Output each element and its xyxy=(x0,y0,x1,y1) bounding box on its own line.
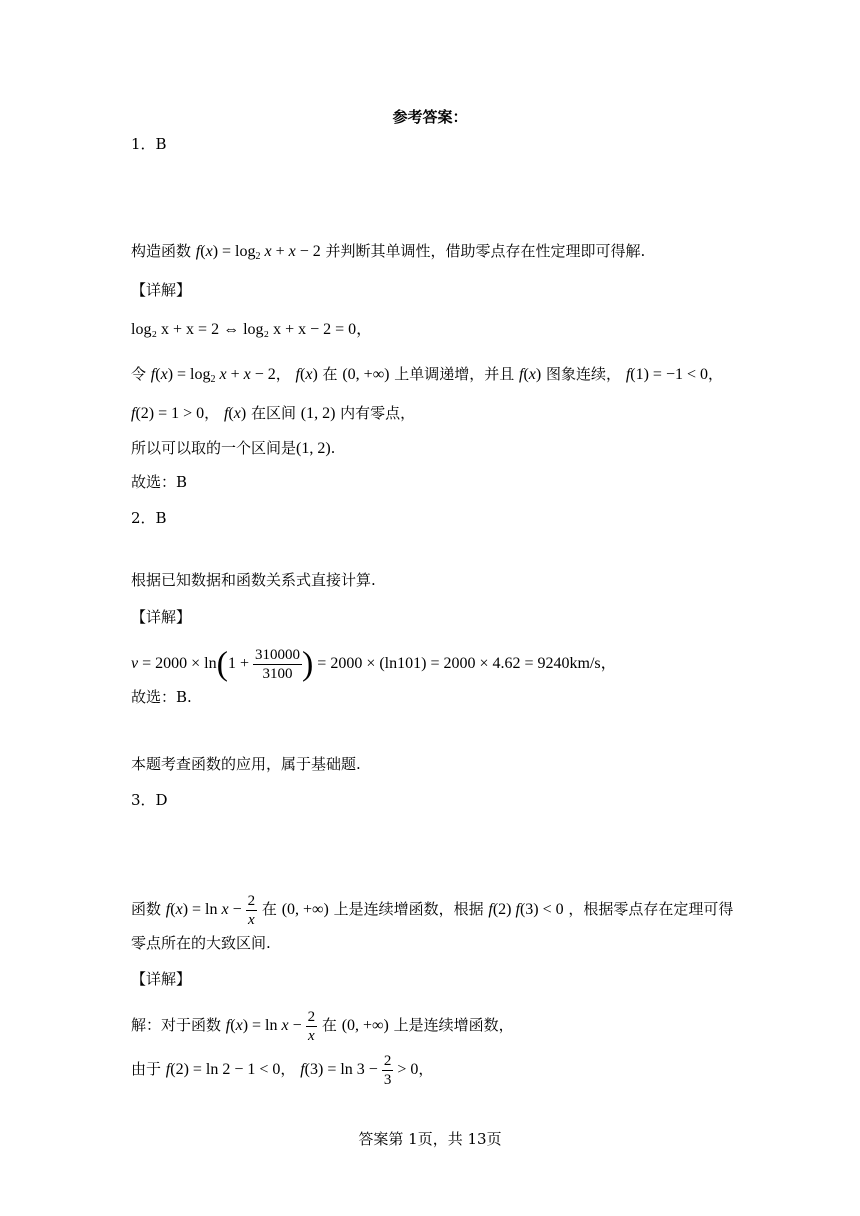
q1-step2-lead: 令 xyxy=(131,365,147,383)
q3-analysis-in: 在 xyxy=(261,900,277,919)
q1-step3-f2: f(2) = 1 > 0 xyxy=(131,405,205,422)
q3-answer: 3．D xyxy=(131,791,168,809)
q2-result: = 2000 × (ln101) = 2000 × 4.62 = 9240km/s， xyxy=(317,655,617,673)
q3-analysis xyxy=(131,892,733,929)
q1-analysis xyxy=(131,241,645,267)
q1-step2-func: $f(x) = \log_2 x + x - 2$ xyxy=(150,366,276,385)
q3-product: f(2) f(3) < 0 xyxy=(488,901,564,919)
q3-f2: f(2) = ln 2 − 1 < 0 xyxy=(165,1061,281,1079)
q1-step3-fx: f(x) xyxy=(223,405,247,422)
q2-fraction xyxy=(253,646,302,683)
q1-step3-interval: (1, 2) xyxy=(300,405,336,422)
q3-frac-num: 2 xyxy=(247,893,256,909)
q1-step2-mono: 上单调递增，并且 xyxy=(394,365,515,383)
page-footer: 答案第 1页，共 13页 xyxy=(358,1130,502,1148)
q1-detail-label: 【详解】 xyxy=(131,281,192,299)
q1-step4-interval: (1, 2) xyxy=(296,440,331,457)
q3-analysis-cont: 零点所在的大致区间. xyxy=(131,934,271,952)
q3-solution-interval: (0, +∞) xyxy=(341,1017,389,1035)
q1-step4-text: 所以可以取的一个区间是 xyxy=(131,439,297,457)
q1-step3-in: 在区间 xyxy=(250,404,296,422)
q1-step2-f1: f(1) = −1 < 0 xyxy=(625,366,708,383)
q2-answer: 2．B xyxy=(131,509,167,527)
q3-analysis-tail: ，根据零点存在定理可得 xyxy=(568,900,734,919)
q1-analysis-lead: 构造函数 xyxy=(131,242,192,260)
q3-f3: f(3) = ln 3 − $\frac{2}{3}$ > 0 xyxy=(300,1053,419,1088)
q2-choose: 故选：B. xyxy=(131,688,192,706)
q1-step2-cont: 图象连续， xyxy=(546,365,622,383)
q1-step4 xyxy=(131,438,335,459)
q3-solution-in: 在 xyxy=(321,1016,337,1035)
q3-solution-tail: 上是连续增函数， xyxy=(393,1016,514,1035)
q1-analysis-tail: 并判断其单调性，借助零点存在性定理即可得解. xyxy=(325,242,646,260)
q2-detail-label: 【详解】 xyxy=(131,608,192,626)
q3-f3-frac-num: 2 xyxy=(383,1053,392,1069)
q1-step1: log₂ x + x = 2 ⇔ log₂ x + x − 2 = 0， xyxy=(131,321,373,338)
q3-analysis-mid: 上是连续增函数，根据 xyxy=(333,900,484,919)
q3-function-def: f(x) = ln x − $\frac{2}{x}$ xyxy=(165,893,256,928)
q1-choose: 故选：B xyxy=(131,473,188,491)
q3-sol-frac-den: x xyxy=(308,1028,315,1044)
q2-fraction-num: 310000 xyxy=(254,647,300,663)
q1-step2: 令 $f(x) = \log_2 x + x - 2$， f(x) 在 (0, +∞) 上单调递增，并且 f(x) 图象连续， f(1) = −1 < 0， xyxy=(131,365,724,385)
q1-step2-fx: f(x) xyxy=(295,366,318,383)
q3-sol-frac-num: 2 xyxy=(307,1009,316,1025)
q1-step4-end: . xyxy=(330,439,336,457)
q1-step3: f(2) = 1 > 0， f(x) 在区间 (1, 2) 内有零点， xyxy=(131,404,416,422)
q3-values: 由于 f(2) = ln 2 − 1 < 0， f(3) = ln 3 − $\frac{2}{3}$ > 0， xyxy=(131,1053,434,1088)
q3-detail-label: 【详解】 xyxy=(131,970,192,988)
q1-step3-tail: 内有零点， xyxy=(340,404,416,422)
q3-since: 由于 xyxy=(131,1060,162,1079)
q3-interval: (0, +∞) xyxy=(281,901,329,919)
q2-comment: 本题考查函数的应用，属于基础题. xyxy=(131,755,361,773)
page-title: 参考答案： xyxy=(392,108,468,126)
q2-analysis: 根据已知数据和函数关系式直接计算. xyxy=(131,571,376,589)
q3-solution xyxy=(131,1008,514,1045)
q3-f3-frac-den: 3 xyxy=(383,1072,392,1088)
q1-step2-interval: (0, +∞) xyxy=(342,366,390,383)
q3-frac-den: x xyxy=(248,912,255,928)
q1-function-def: $f(x) = \log_2 x + x - 2$ xyxy=(195,243,321,262)
q1-step2-in: 在 xyxy=(322,365,338,383)
q3-solution-func: f(x) = ln x − $\frac{2}{x}$ xyxy=(225,1009,316,1044)
q1-step2-fx2: f(x) xyxy=(519,366,542,383)
q3-solution-lead: 解：对于函数 xyxy=(131,1016,222,1035)
q1-answer: 1．B xyxy=(131,135,167,153)
q2-formula: v = 2000 × ln(1 + $\frac{310000}{3100}$ ) = 2000 × (ln101) = 2000 × 4.62 = 9240km/s， xyxy=(131,645,617,683)
q3-analysis-lead: 函数 xyxy=(131,900,162,919)
q2-fraction-den: 3100 xyxy=(262,666,293,682)
